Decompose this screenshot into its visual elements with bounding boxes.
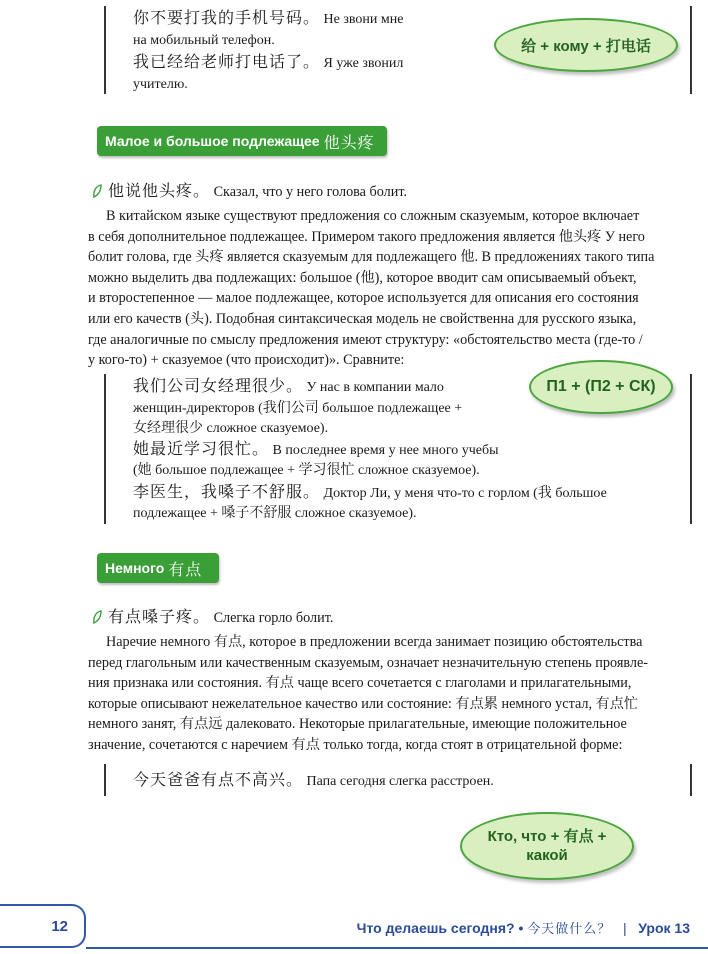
example-block-left-rule — [104, 764, 106, 796]
leaf-icon — [92, 184, 102, 198]
paragraph-line: В китайском языке существуют предложения со сложным сказуемым, которое включает — [106, 208, 640, 224]
paragraph-line: ния признака или состояния. 有点 чаще всего сочетается с глаголами и прилагательными, — [88, 675, 632, 692]
page-number: 12 — [0, 904, 86, 948]
example-block-right-rule — [690, 6, 692, 94]
section1-example-line-2: женщин-директоров (我们公司 большое подлежащее + — [133, 401, 463, 416]
paragraph-line: значение, сочетаются с наречием 有点 только тогда, когда стоят в отрицательной форме: — [88, 736, 623, 753]
paragraph-line: Наречие немного 有点, которое в предложении всегда занимает позицию обстоятельства — [106, 634, 643, 650]
example-block-right-rule — [690, 764, 692, 796]
paragraph-line: немного занят, 有点远 далековато. Некоторые прилагательные, имеющие положительное — [88, 716, 627, 733]
section1-example-line-7: подлежащее + 嗓子不舒服 сложное сказуемое). — [133, 506, 417, 521]
top-example-line-2: на мобильный телефон. — [133, 33, 275, 48]
formula-bubble-call: 给 + кому + 打电话 — [494, 18, 678, 72]
section1-paragraph — [88, 206, 690, 371]
section1-example-line-4: 她最近学习很忙。 В последнее время у нее много учебы — [133, 441, 499, 458]
section2-paragraph — [88, 632, 690, 756]
section1-example-line-3: 女经理很少 сложное сказуемое). — [133, 421, 329, 436]
example-block-left-rule — [104, 374, 106, 524]
top-example-line-1: 你不要打我的手机号码。 Не звони мне — [133, 10, 404, 27]
paragraph-line: можно выделить два подлежащих: большое (他), которое вводит сам описываемый объект, — [88, 269, 637, 286]
section2-example-block: 今天爸爸有点不高兴。 Папа сегодня слегка расстроен. — [133, 772, 494, 789]
section1-example-line-5: (她 большое подлежащее + 学习很忙 сложное сказуемое). — [133, 463, 480, 478]
paragraph-line: где аналогичные по смыслу предложения имеют структуру: «обстоятельство места (где-то / — [88, 331, 643, 348]
paragraph-line: болит голова, где 头疼 является сказуемым для подлежащего 他. В предложениях такого типа — [88, 249, 655, 266]
section1-example: 他说他头疼。 Сказал, что у него голова болит. — [92, 178, 407, 201]
top-example-line-3: 我已经给老师打电话了。 Я уже звонил — [133, 54, 404, 71]
example-block-right-rule — [690, 374, 692, 524]
paragraph-line: у кого-то) + сказуемое (что происходит)». Сравните: — [88, 352, 405, 369]
section1-example-line-1: 我们公司女经理很少。 У нас в компании мало — [133, 378, 444, 395]
leaf-icon — [92, 610, 102, 624]
running-footer: Что делаешь сегодня? • 今天做什么？ | Урок 13 — [356, 920, 690, 937]
paragraph-line: перед глагольным или качественным сказуемым, означает незначительную степень проявле- — [88, 654, 648, 671]
section1-example-line-6: 李医生，我嗓子不舒服。 Доктор Ли, у меня что-то с горлом (我 большое — [133, 484, 607, 501]
paragraph-line: или его качеств (头). Подобная синтаксическая модель не свойственна для русского языка, — [88, 310, 637, 327]
footer-rule — [86, 947, 708, 949]
formula-bubble-nemnogo: Кто, что + 有点 + какой — [460, 812, 634, 880]
section2-example: 有点嗓子疼。 Слегка горло болит. — [92, 604, 333, 627]
paragraph-line: и второстепенное — малое подлежащее, которое используется для описания его состояния — [88, 290, 639, 307]
example-block-left-rule — [104, 6, 106, 94]
section-heading-subjects: Малое и большое подлежащее 他头疼 — [97, 126, 387, 156]
top-example-line-4: учителю. — [133, 77, 188, 92]
paragraph-line: которые описывают нежелательное качество или состояние: 有点累 немного устал, 有点忙 — [88, 695, 639, 712]
section-heading-nemnogo: Немного 有点 — [97, 553, 219, 583]
paragraph-line: в себя дополнительное подлежащее. Примером такого предложения является 他头疼 У него — [88, 228, 645, 245]
formula-bubble-subjects: П1 + (П2 + СК) — [529, 360, 673, 414]
